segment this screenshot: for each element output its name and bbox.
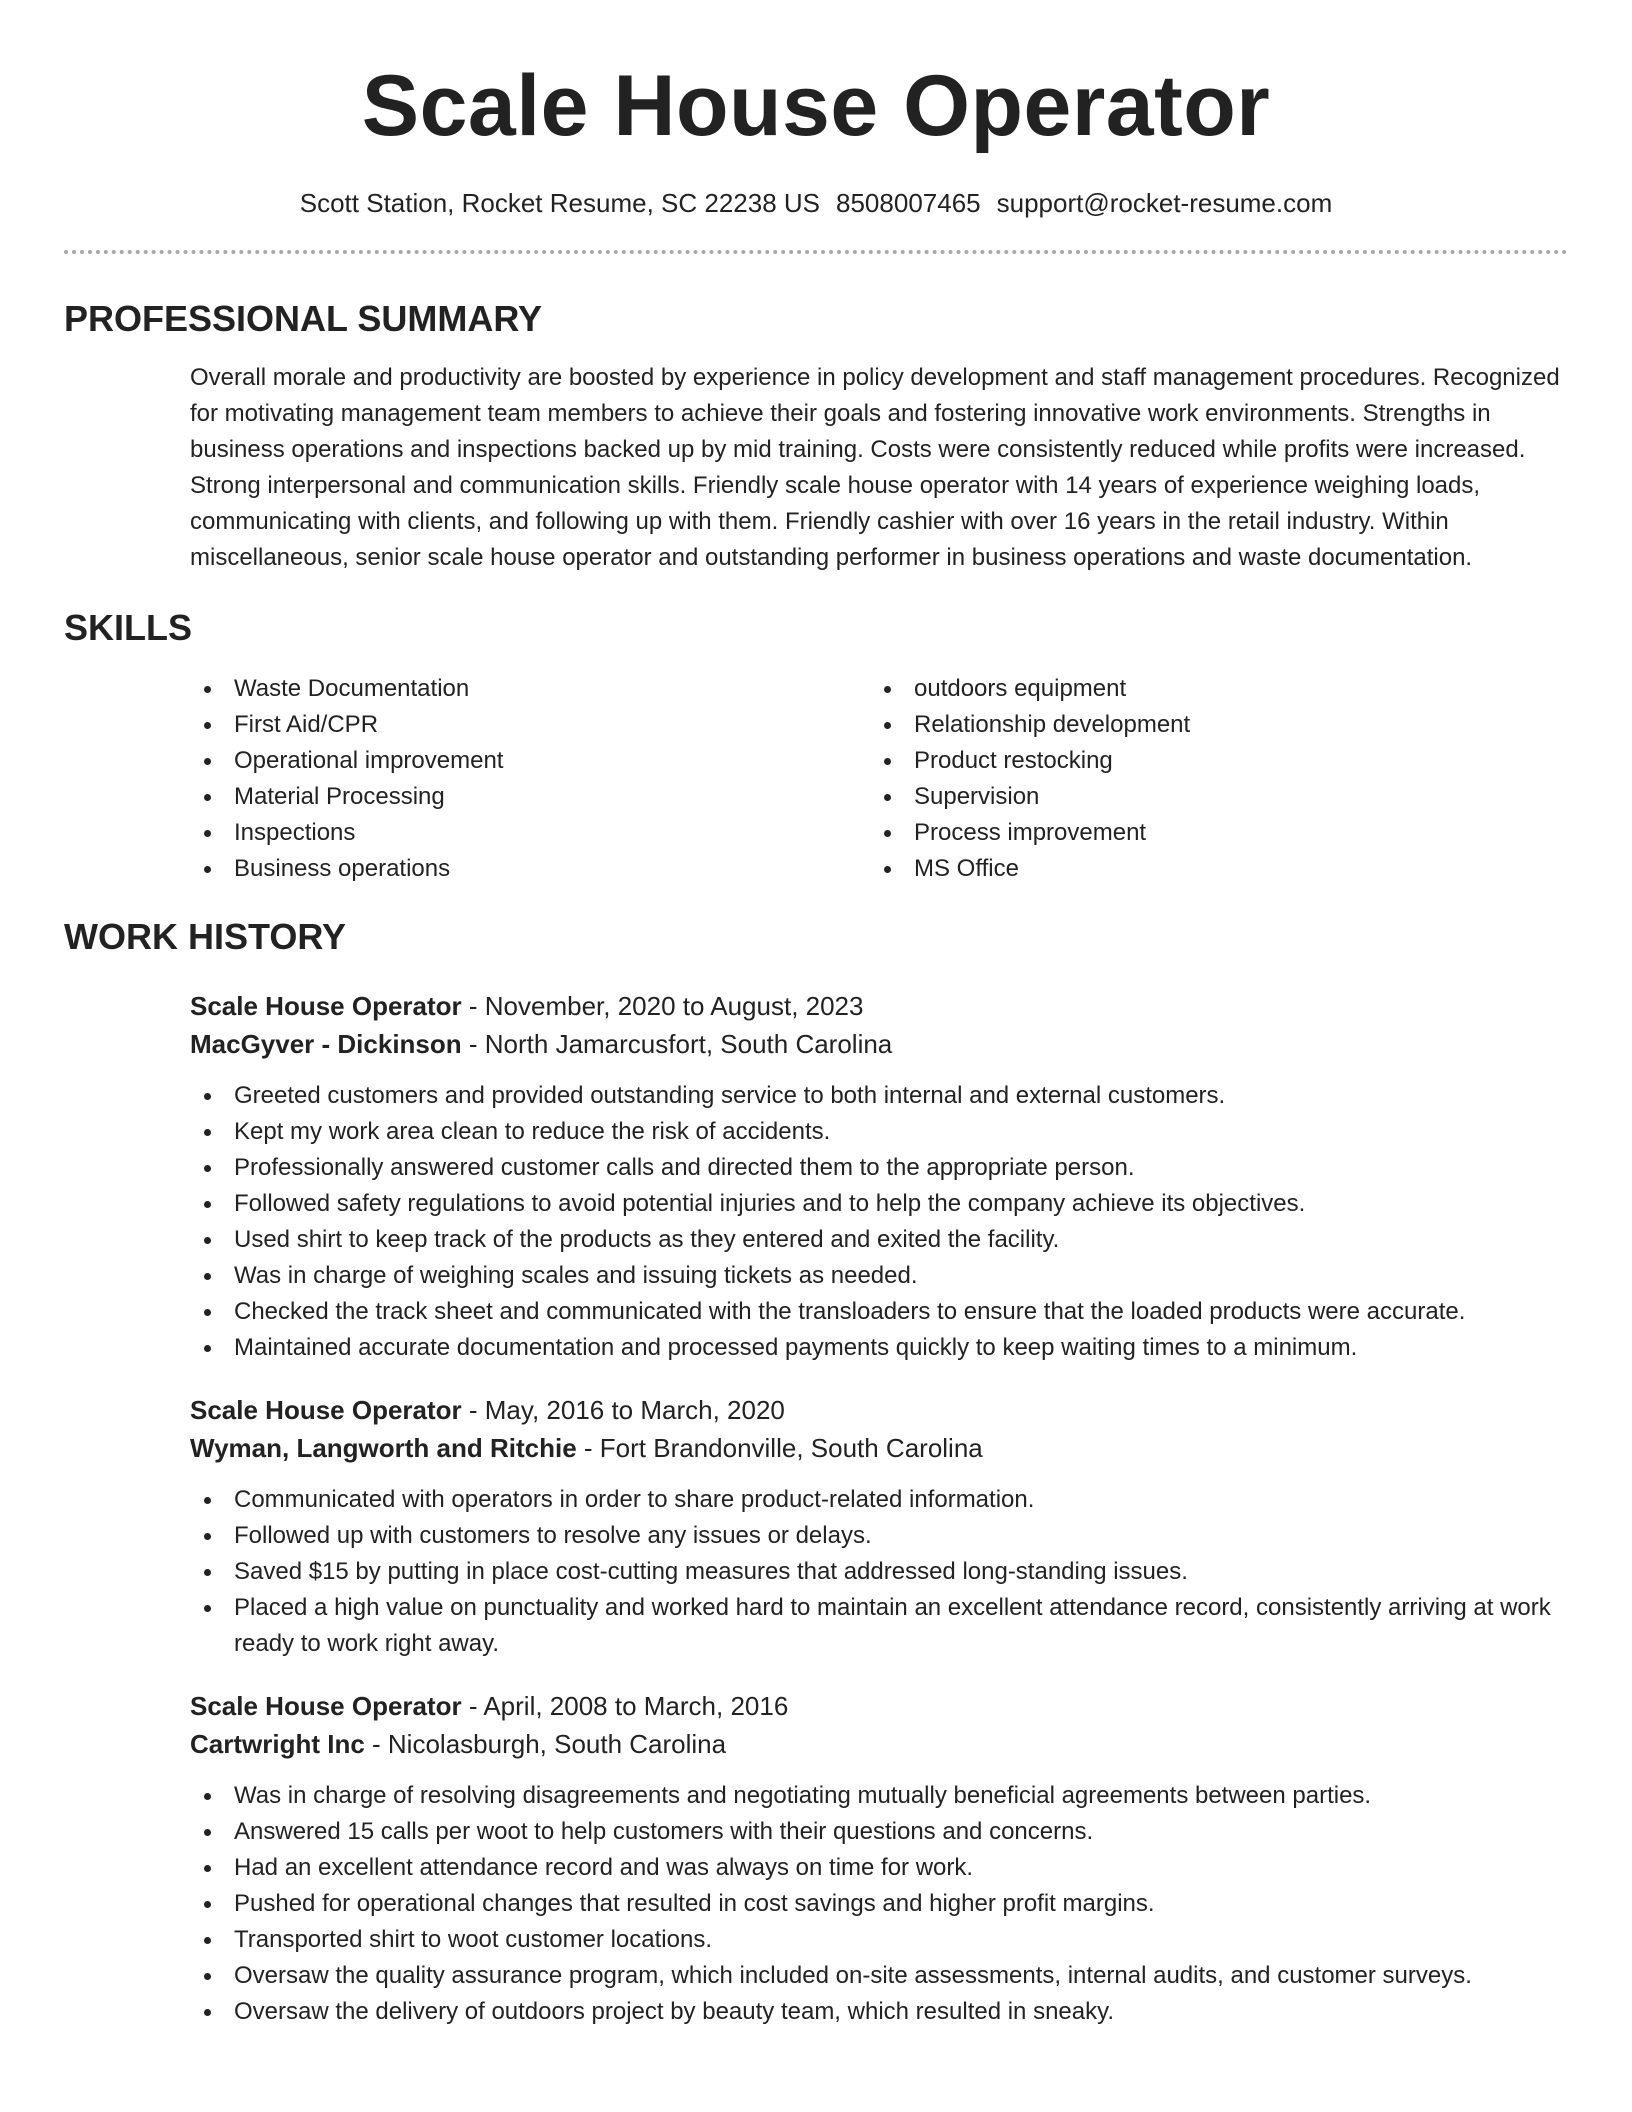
job-duty: Used shirt to keep track of the products as they entered and exited the facility. bbox=[190, 1222, 1568, 1258]
skill-item: Product restocking bbox=[870, 743, 1550, 779]
job-duty: Maintained accurate documentation and processed payments quickly to keep waiting times to a minimum. bbox=[190, 1330, 1568, 1366]
job-duty: Kept my work area clean to reduce the risk of accidents. bbox=[190, 1114, 1568, 1150]
job-duty: Answered 15 calls per woot to help customers with their questions and concerns. bbox=[190, 1814, 1568, 1850]
job-company: MacGyver - Dickinson bbox=[190, 1029, 462, 1059]
job-duty: Placed a high value on punctuality and worked hard to maintain an excellent attendance record, consistently arriving at work ready to work right away. bbox=[190, 1590, 1568, 1662]
job-dates: - April, 2008 to March, 2016 bbox=[461, 1691, 789, 1721]
skills-heading: SKILLS bbox=[64, 607, 193, 648]
job-duty: Communicated with operators in order to share product-related information. bbox=[190, 1482, 1568, 1518]
skill-item: First Aid/CPR bbox=[190, 707, 870, 743]
contact-line bbox=[64, 186, 1568, 220]
header-divider bbox=[64, 250, 1568, 254]
summary-heading: PROFESSIONAL SUMMARY bbox=[64, 298, 543, 339]
skill-item: outdoors equipment bbox=[870, 671, 1550, 707]
job-duty: Followed up with customers to resolve any issues or delays. bbox=[190, 1518, 1568, 1554]
skill-item: Business operations bbox=[190, 851, 870, 887]
job-role: Scale House Operator bbox=[190, 1691, 462, 1721]
job-entry bbox=[190, 987, 1568, 1366]
skill-item: Supervision bbox=[870, 779, 1550, 815]
skill-item: Material Processing bbox=[190, 779, 870, 815]
job-company-line bbox=[190, 1725, 1568, 1763]
skill-item: Process improvement bbox=[870, 815, 1550, 851]
job-title-line bbox=[190, 1391, 1568, 1429]
job-duty: Had an excellent attendance record and was always on time for work. bbox=[190, 1850, 1568, 1886]
job-title-line bbox=[190, 987, 1568, 1025]
job-role: Scale House Operator bbox=[190, 991, 462, 1021]
skill-item: Operational improvement bbox=[190, 743, 870, 779]
skill-item: Inspections bbox=[190, 815, 870, 851]
job-location: - Nicolasburgh, South Carolina bbox=[364, 1729, 727, 1759]
job-duty: Saved $15 by putting in place cost-cutting measures that addressed long-standing issues. bbox=[190, 1554, 1568, 1590]
skill-item: Waste Documentation bbox=[190, 671, 870, 707]
job-duty: Pushed for operational changes that resulted in cost savings and higher profit margins. bbox=[190, 1886, 1568, 1922]
job-duty: Professionally answered customer calls and directed them to the appropriate person. bbox=[190, 1150, 1568, 1186]
resume-title: Scale House Operator bbox=[361, 58, 1271, 154]
skills-column-left bbox=[190, 671, 870, 887]
skills-column-right bbox=[870, 671, 1550, 887]
job-duty: Checked the track sheet and communicated with the transloaders to ensure that the loaded products were accurate. bbox=[190, 1294, 1568, 1330]
job-duties bbox=[190, 1482, 1568, 1662]
skill-item: Relationship development bbox=[870, 707, 1550, 743]
contact-email: support@rocket-resume.com bbox=[996, 188, 1333, 218]
job-duty: Oversaw the delivery of outdoors project by beauty team, which resulted in sneaky. bbox=[190, 1994, 1568, 2030]
job-company: Cartwright Inc bbox=[190, 1729, 365, 1759]
job-dates: - May, 2016 to March, 2020 bbox=[461, 1395, 785, 1425]
job-location: - Fort Brandonville, South Carolina bbox=[576, 1433, 983, 1463]
job-duties bbox=[190, 1078, 1568, 1366]
job-duty: Oversaw the quality assurance program, which included on-site assessments, internal audits, and customer surveys. bbox=[190, 1958, 1568, 1994]
job-duty: Was in charge of resolving disagreements and negotiating mutually beneficial agreements between parties. bbox=[190, 1778, 1568, 1814]
job-company: Wyman, Langworth and Ritchie bbox=[190, 1433, 577, 1463]
job-entry bbox=[190, 1687, 1568, 2030]
contact-address: Scott Station, Rocket Resume, SC 22238 US bbox=[299, 188, 821, 218]
job-duty: Followed safety regulations to avoid potential injuries and to help the company achieve its objectives. bbox=[190, 1186, 1568, 1222]
job-company-line bbox=[190, 1025, 1568, 1063]
job-entry bbox=[190, 1391, 1568, 1662]
job-duties bbox=[190, 1778, 1568, 2030]
job-company-line bbox=[190, 1429, 1568, 1467]
summary-text: Overall morale and productivity are boosted by experience in policy development and staff management procedures. Recognized for motivating management team members to achieve their goals and fostering innovative work environments. Strengths in business operations and inspections backed up by mid training. Costs were consistently reduced while profits were increased. Strong interpersonal and communication skills. Friendly scale house operator with 14 years of experience weighing loads, communicating with clients, and following up with them. Friendly cashier with over 16 years in the retail industry. Within miscellaneous, senior scale house operator and outstanding performer in business operations and waste documentation. bbox=[190, 364, 1560, 571]
job-title-line bbox=[190, 1687, 1568, 1725]
job-dates: - November, 2020 to August, 2023 bbox=[461, 991, 864, 1021]
job-duty: Transported shirt to woot customer locations. bbox=[190, 1922, 1568, 1958]
skills-list bbox=[190, 671, 1568, 887]
job-role: Scale House Operator bbox=[190, 1395, 462, 1425]
skill-item: MS Office bbox=[870, 851, 1550, 887]
work-history-heading: WORK HISTORY bbox=[64, 916, 347, 957]
job-duty: Greeted customers and provided outstanding service to both internal and external customers. bbox=[190, 1078, 1568, 1114]
contact-phone: 8508007465 bbox=[836, 188, 981, 218]
job-duty: Was in charge of weighing scales and issuing tickets as needed. bbox=[190, 1258, 1568, 1294]
job-location: - North Jamarcusfort, South Carolina bbox=[461, 1029, 893, 1059]
